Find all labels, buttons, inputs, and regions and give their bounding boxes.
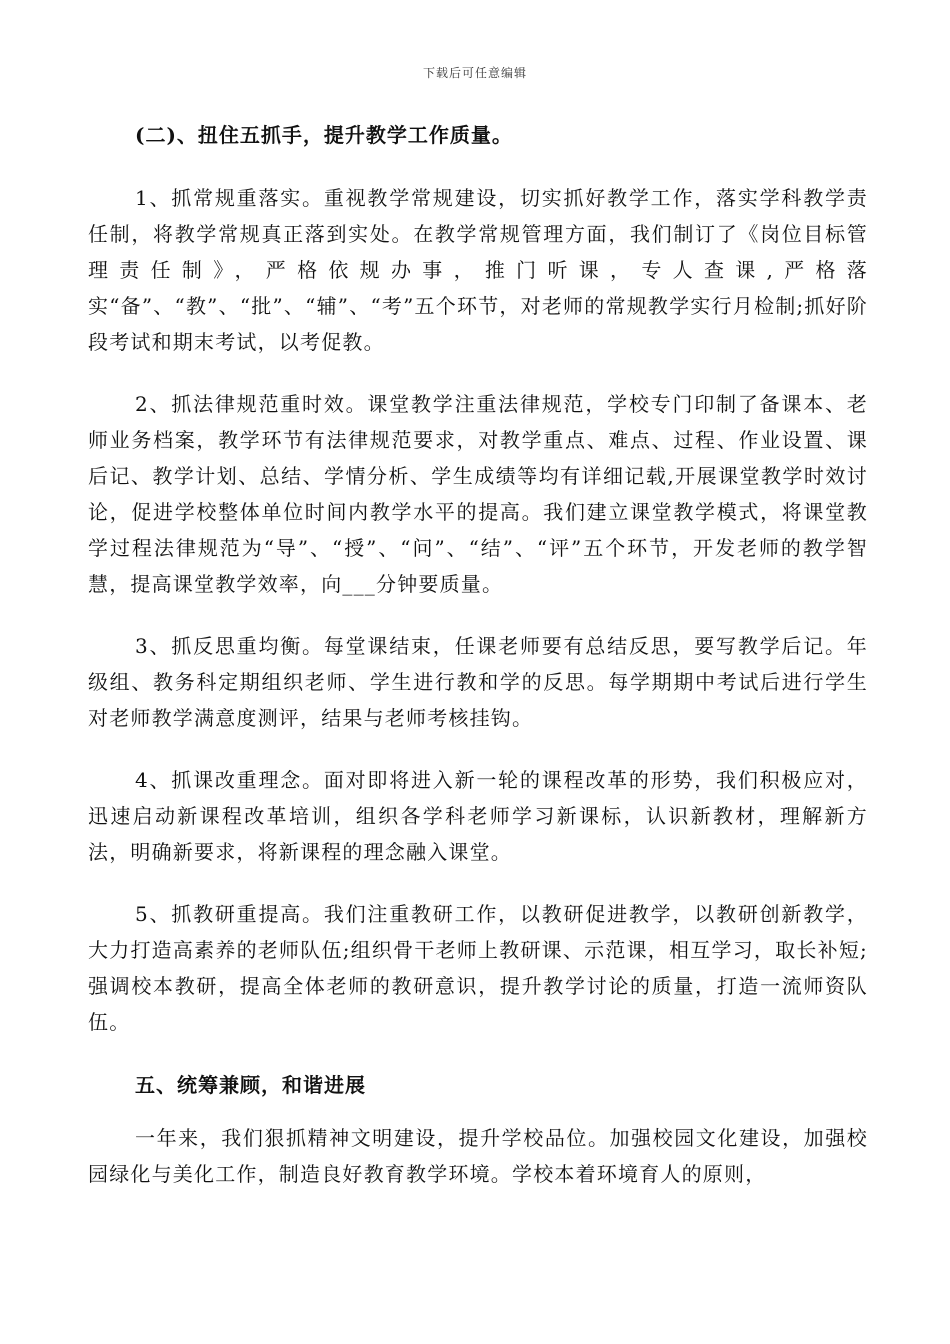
section-five-heading: 五、统筹兼顾，和谐进展 — [135, 1073, 366, 1097]
paragraph-1: 1、抓常规重落实。重视教学常规建设，切实抓好教学工作，落实学科教学责任制，将教学常规真正落到实处。在教学常规管理方面，我们制订了《岗位目标管理责任制》，严格依规办事，推门听课，专人查课,严格落实“备”、“教”、“批”、“辅”、“考”五个环节，对老师的常规教学实行月检制;抓好阶段考试和期末考试，以考促教。 — [88, 186, 868, 354]
final-paragraph: 一年来，我们狠抓精神文明建设，提升学校品位。加强校园文化建设，加强校园绿化与美化工作，制造良好教育教学环境。学校本着环境育人的原则， — [88, 1126, 868, 1186]
section-two-heading: (二)、扭住五抓手，提升教学工作质量。 — [135, 123, 513, 147]
paragraph-4: 4、抓课改重理念。面对即将进入新一轮的课程改革的形势，我们积极应对，迅速启动新课程改革培训，组织各学科老师学习新课标，认识新教材，理解新方法，明确新要求，将新课程的理念融入课堂。 — [88, 768, 868, 864]
header-note: 下载后可任意编辑 — [422, 66, 527, 80]
paragraph-2: 2、抓法律规范重时效。课堂教学注重法律规范，学校专门印制了备课本、老师业务档案，教学环节有法律规范要求，对教学重点、难点、过程、作业设置、课后记、教学计划、总结、学情分析、学生成绩等均有详细记载,开展课堂教学时效讨论，促进学校整体单位时间内教学水平的提高。我们建立课堂教学模式，将课堂教学过程法律规范为“导”、“授”、“问”、“结”、“评”五个环节，开发老师的教学智慧，提高课堂教学效率，向___分钟要质量。 — [88, 392, 868, 596]
paragraph-5: 5、抓教研重提高。我们注重教研工作，以教研促进教学，以教研创新教学，大力打造高素养的老师队伍;组织骨干老师上教研课、示范课，相互学习，取长补短;强调校本教研，提高全体老师的教研意识，提升教学讨论的质量，打造一流师资队伍。 — [88, 902, 868, 1034]
document-body — [88, 116, 868, 1192]
paragraph-3: 3、抓反思重均衡。每堂课结束，任课老师要有总结反思，要写教学后记。年级组、教务科定期组织老师、学生进行教和学的反思。每学期期中考试后进行学生对老师教学满意度测评，结果与老师考核挂钩。 — [88, 634, 868, 730]
